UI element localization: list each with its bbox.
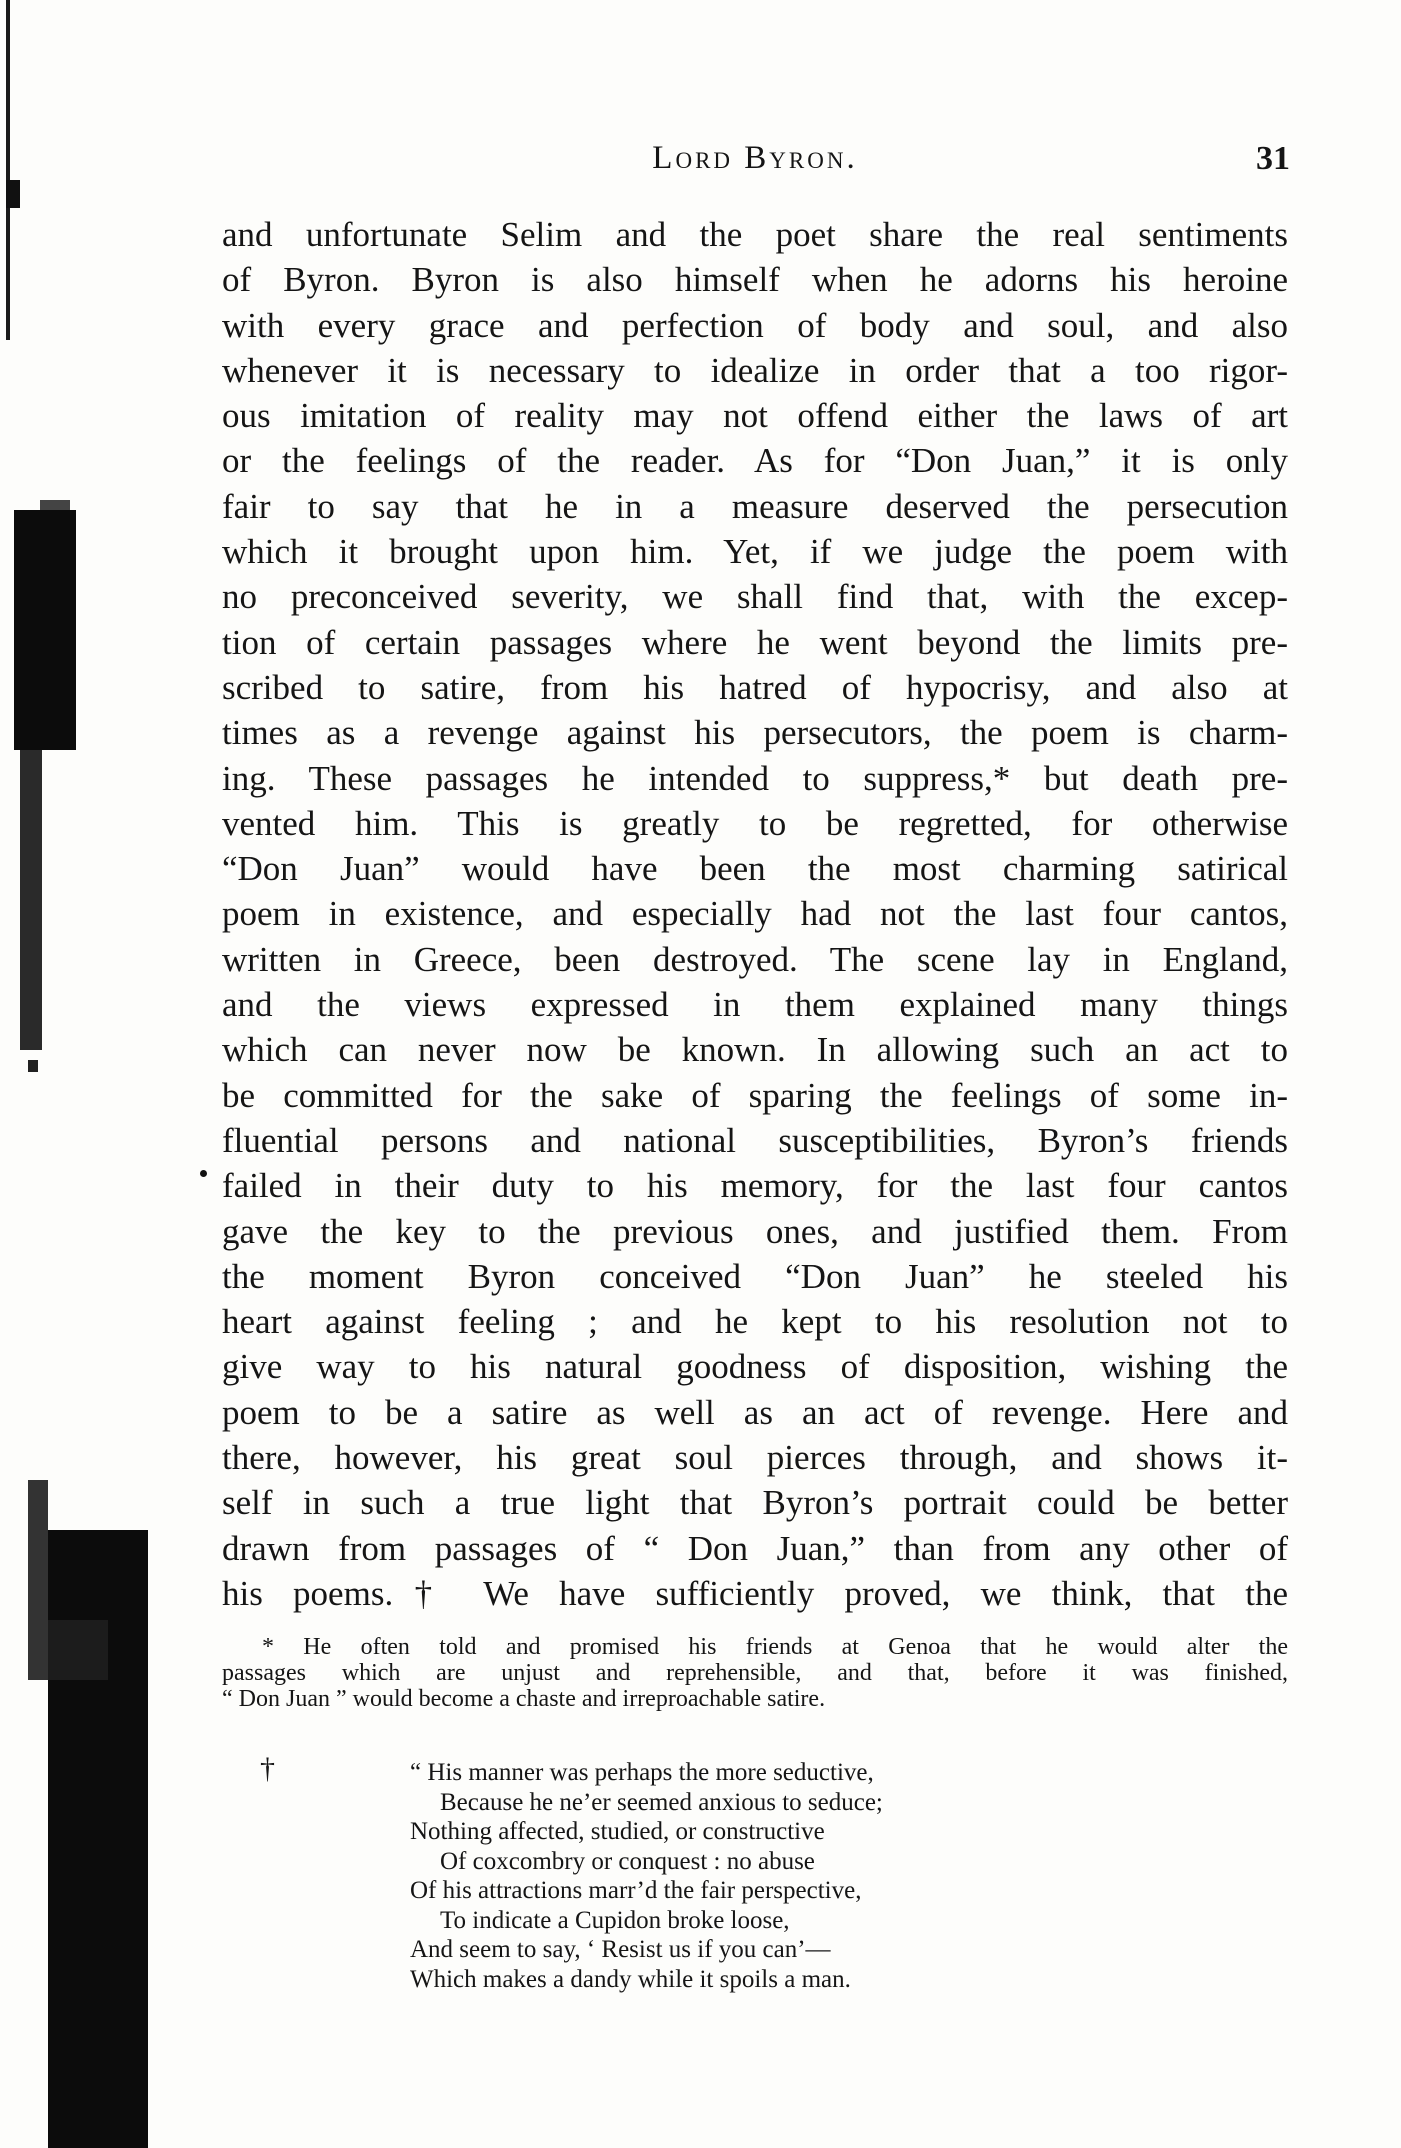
- text-line: drawn from passages of “ Don Juan,” than from any other of: [222, 1528, 1288, 1568]
- text-line: times as a revenge against his persecutors, the poem is charm-: [222, 713, 1288, 753]
- text-line: which can never now be known. In allowing such an act to: [222, 1030, 1288, 1070]
- verse-line: Which makes a dandy while it spoils a man.: [410, 1965, 851, 1993]
- body-text: [222, 212, 1288, 1616]
- text-line: with every grace and perfection of body and soul, and also: [222, 305, 1288, 345]
- text-line: or the feelings of the reader. As for “Don Juan,” it is only: [222, 441, 1288, 481]
- text-line: give way to his natural goodness of disposition, wishing the: [222, 1347, 1288, 1387]
- text-line: ing. These passages he intended to suppress,* but death pre-: [222, 758, 1288, 798]
- text-line: fluential persons and national susceptibilities, Byron’s friends: [222, 1120, 1288, 1160]
- verse-line: Because he ne’er seemed anxious to seduce;: [440, 1788, 883, 1816]
- text-line: whenever it is necessary to idealize in order that a too rigor-: [222, 350, 1288, 390]
- scan-edge-shadow-middle: [20, 750, 42, 1050]
- running-header: [220, 140, 1290, 184]
- text-line: heart against feeling ; and he kept to his resolution not to: [222, 1302, 1288, 1342]
- verse-line: Of coxcombry or conquest : no abuse: [440, 1847, 815, 1875]
- text-line: and unfortunate Selim and the poet share the real sentiments: [222, 215, 1288, 254]
- text-line: written in Greece, been destroyed. The scene lay in England,: [222, 939, 1288, 979]
- scan-edge-smudge-lower: [28, 1480, 48, 1680]
- scan-edge-shadow-upper: [14, 510, 76, 750]
- dagger-mark: †: [260, 1752, 275, 1785]
- footnote-star: [222, 1634, 1288, 1712]
- footnote-line: passages which are unjust and reprehensible, and that, before it was finished,: [222, 1660, 1288, 1686]
- text-line: self in such a true light that Byron’s portrait could be better: [222, 1483, 1288, 1523]
- verse-line: Nothing affected, studied, or constructive: [410, 1818, 825, 1845]
- text-line: poem to be a satire as well as an act of revenge. Here and: [222, 1392, 1288, 1432]
- text-line: “Don Juan” would have been the most charming satirical: [222, 849, 1288, 889]
- text-line: scribed to satire, from his hatred of hypocrisy, and also at: [222, 667, 1288, 707]
- text-line: and the views expressed in them explained many things: [222, 985, 1288, 1025]
- text-line: be committed for the sake of sparing the feelings of some in-: [222, 1075, 1288, 1115]
- text-line: ous imitation of reality may not offend either the laws of art: [222, 396, 1288, 436]
- text-line: tion of certain passages where he went beyond the limits pre-: [222, 622, 1288, 662]
- text-line: failed in their duty to his memory, for the last four cantos: [222, 1166, 1288, 1206]
- text-line: of Byron. Byron is also himself when he adorns his heroine: [222, 260, 1288, 300]
- text-line: no preconceived severity, we shall find that, with the excep-: [222, 577, 1288, 617]
- text-line: vented him. This is greatly to be regretted, for otherwise: [222, 803, 1288, 843]
- scan-edge-speck: [28, 1060, 38, 1072]
- verse-line: Of his attractions marr’d the fair perspective,: [410, 1877, 862, 1904]
- running-title: Lord Byron.: [652, 140, 858, 176]
- page-number: 31: [1256, 140, 1290, 177]
- scan-edge-shadow-lower-inner: [48, 1620, 108, 1680]
- verse-line: And seem to say, ‘ Resist us if you can’—: [410, 1936, 831, 1963]
- margin-dot: [200, 1170, 207, 1177]
- footnote-verse: [410, 1758, 1110, 1994]
- scan-edge-line: [6, 0, 10, 340]
- text-line: the moment Byron conceived “Don Juan” he steeled his: [222, 1256, 1288, 1296]
- text-line: gave the key to the previous ones, and justified them. From: [222, 1211, 1288, 1251]
- text-line: poem in existence, and especially had not the last four cantos,: [222, 894, 1288, 934]
- footnote-line: “ Don Juan ” would become a chaste and irreproachable satire.: [222, 1686, 826, 1712]
- scan-edge-notch: [6, 180, 20, 208]
- verse-line: “ His manner was perhaps the more seductive,: [410, 1759, 874, 1786]
- verse-line: To indicate a Cupidon broke loose,: [440, 1906, 790, 1934]
- text-line: there, however, his great soul pierces through, and shows it-: [222, 1438, 1288, 1478]
- text-line: fair to say that he in a measure deserved the persecution: [222, 486, 1288, 526]
- text-line: which it brought upon him. Yet, if we judge the poem with: [222, 532, 1288, 572]
- text-line: his poems.† We have sufficiently proved, we think, that the: [222, 1573, 1288, 1613]
- footnote-line: * He often told and promised his friends at Genoa that he would alter the: [262, 1634, 1288, 1660]
